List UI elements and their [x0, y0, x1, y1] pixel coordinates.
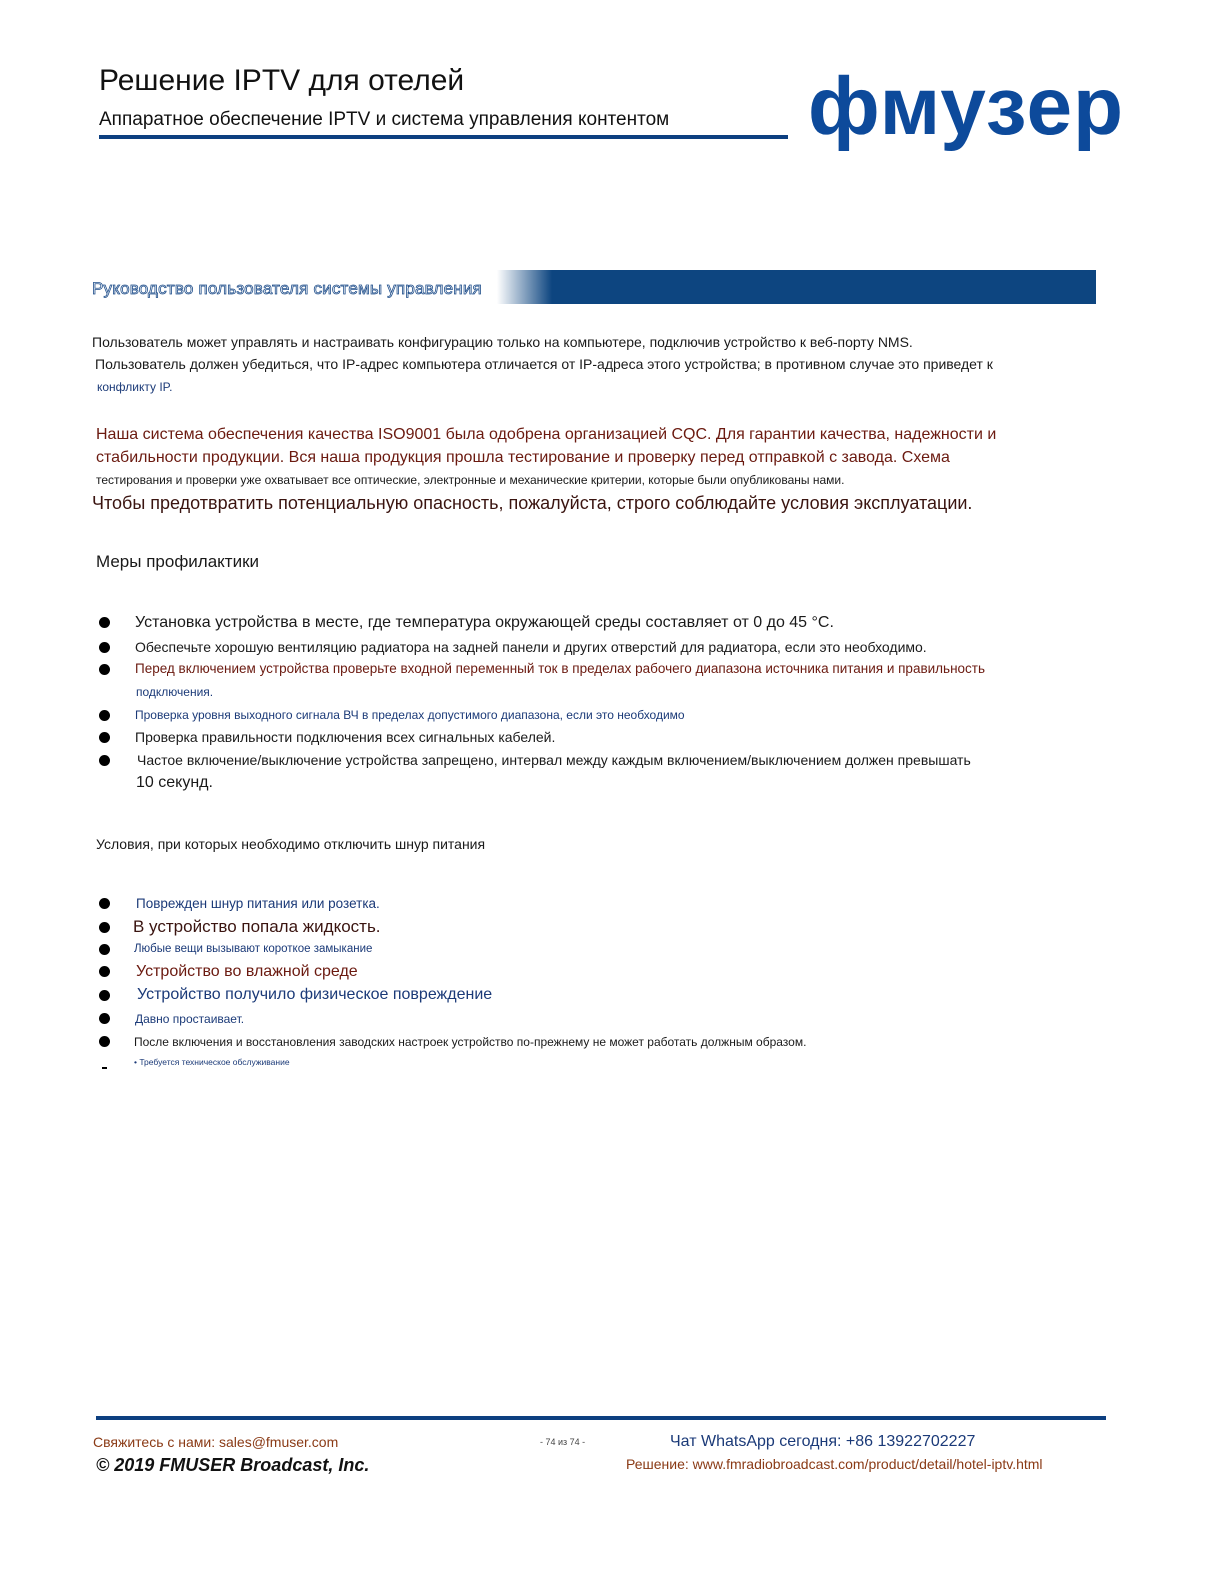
bullet-icon	[99, 1013, 110, 1024]
unplug-item-1: Поврежден шнур питания или розетка.	[136, 896, 380, 911]
unplug-item-2: В устройство попала жидкость.	[133, 917, 381, 936]
unplug-item-7: После включения и восстановления заводских настроек устройство по-прежнему не может работать должным образом.	[134, 1035, 807, 1049]
bullet-icon	[99, 944, 110, 955]
intro-line-3: конфликту IP.	[97, 380, 173, 394]
unplug-heading: Условия, при которых необходимо отключить шнур питания	[96, 836, 486, 852]
section-heading: Руководство пользователя системы управления	[92, 279, 482, 298]
quality-line-3: тестирования и проверки уже охватывает все оптические, электронные и механические критерии, которые были опубликованы нами.	[96, 473, 845, 487]
footer-whatsapp: Чат WhatsApp сегодня: +86 13922702227	[670, 1433, 976, 1450]
bullet-icon	[99, 664, 110, 675]
bullet-icon	[99, 990, 110, 1001]
precaution-item-2: Обеспечьте хорошую вентиляцию радиатора на задней панели и других отверстий для радиатора, если это необходимо.	[135, 639, 927, 655]
bullet-icon	[99, 755, 110, 766]
precaution-item-6: Частое включение/выключение устройства запрещено, интервал между каждым включением/выключением должен превышать	[137, 752, 971, 768]
document-subtitle: Аппаратное обеспечение IPTV и система управления контентом	[99, 109, 670, 130]
precaution-item-6-cont: 10 секунд.	[136, 774, 213, 791]
footer-copyright: © 2019 FMUSER Broadcast, Inc.	[96, 1455, 370, 1475]
bullet-dash-icon	[102, 1067, 107, 1069]
bullet-icon	[99, 1036, 110, 1047]
quality-line-4: Чтобы предотвратить потенциальную опасность, пожалуйста, строго соблюдайте условия эксплуатации.	[92, 493, 973, 513]
intro-line-1: Пользователь может управлять и настраивать конфигурацию только на компьютере, подключив устройство к веб-порту NMS.	[92, 334, 913, 350]
bullet-icon	[99, 922, 110, 933]
precaution-item-4: Проверка уровня выходного сигнала ВЧ в пределах допустимого диапазона, если это необходимо	[135, 708, 685, 722]
footer-solution-link[interactable]: Решение: www.fmradiobroadcast.com/product/detail/hotel-iptv.html	[626, 1456, 1043, 1472]
footer-contact: Свяжитесь с нами: sales@fmuser.com	[93, 1434, 339, 1450]
precaution-item-5: Проверка правильности подключения всех сигнальных кабелей.	[135, 729, 556, 745]
section-heading-bar	[92, 270, 1096, 304]
quality-line-2: стабильности продукции. Вся наша продукция прошла тестирование и проверку перед отправкой с завода. Схема	[96, 449, 950, 466]
section-bar-fill	[542, 270, 1096, 304]
bullet-icon	[99, 898, 110, 909]
document-title: Решение IPTV для отелей	[99, 64, 465, 97]
unplug-item-6: Давно простаивает.	[135, 1012, 245, 1026]
unplug-item-5: Устройство получило физическое повреждение	[137, 986, 493, 1003]
brand-logo: фмузер	[808, 61, 1125, 152]
unplug-item-3: Любые вещи вызывают короткое замыкание	[134, 943, 373, 955]
intro-line-2: Пользователь должен убедиться, что IP-адрес компьютера отличается от IP-адреса этого устройства; в противном случае это приведет к	[95, 356, 993, 372]
bullet-icon	[99, 710, 110, 721]
bullet-icon	[99, 966, 110, 977]
footer-divider	[96, 1416, 1106, 1420]
precaution-item-1: Установка устройства в месте, где температура окружающей среды составляет от 0 до 45 °C.	[135, 614, 834, 631]
bullet-icon	[99, 617, 110, 628]
header-divider	[99, 135, 788, 139]
precaution-item-3: Перед включением устройства проверьте входной переменный ток в пределах рабочего диапазона источника питания и правильность	[135, 661, 986, 676]
unplug-item-4: Устройство во влажной среде	[136, 963, 358, 980]
unplug-item-8: • Требуется техническое обслуживание	[134, 1057, 290, 1067]
bullet-icon	[99, 732, 110, 743]
precaution-item-3-cont: подключения.	[136, 685, 214, 699]
precautions-heading: Меры профилактики	[96, 552, 260, 571]
bullet-icon	[99, 642, 110, 653]
quality-line-1: Наша система обеспечения качества ISO9001 была одобрена организацией CQC. Для гарантии качества, надежности и	[96, 426, 997, 443]
page-number: - 74 из 74 -	[540, 1437, 586, 1447]
